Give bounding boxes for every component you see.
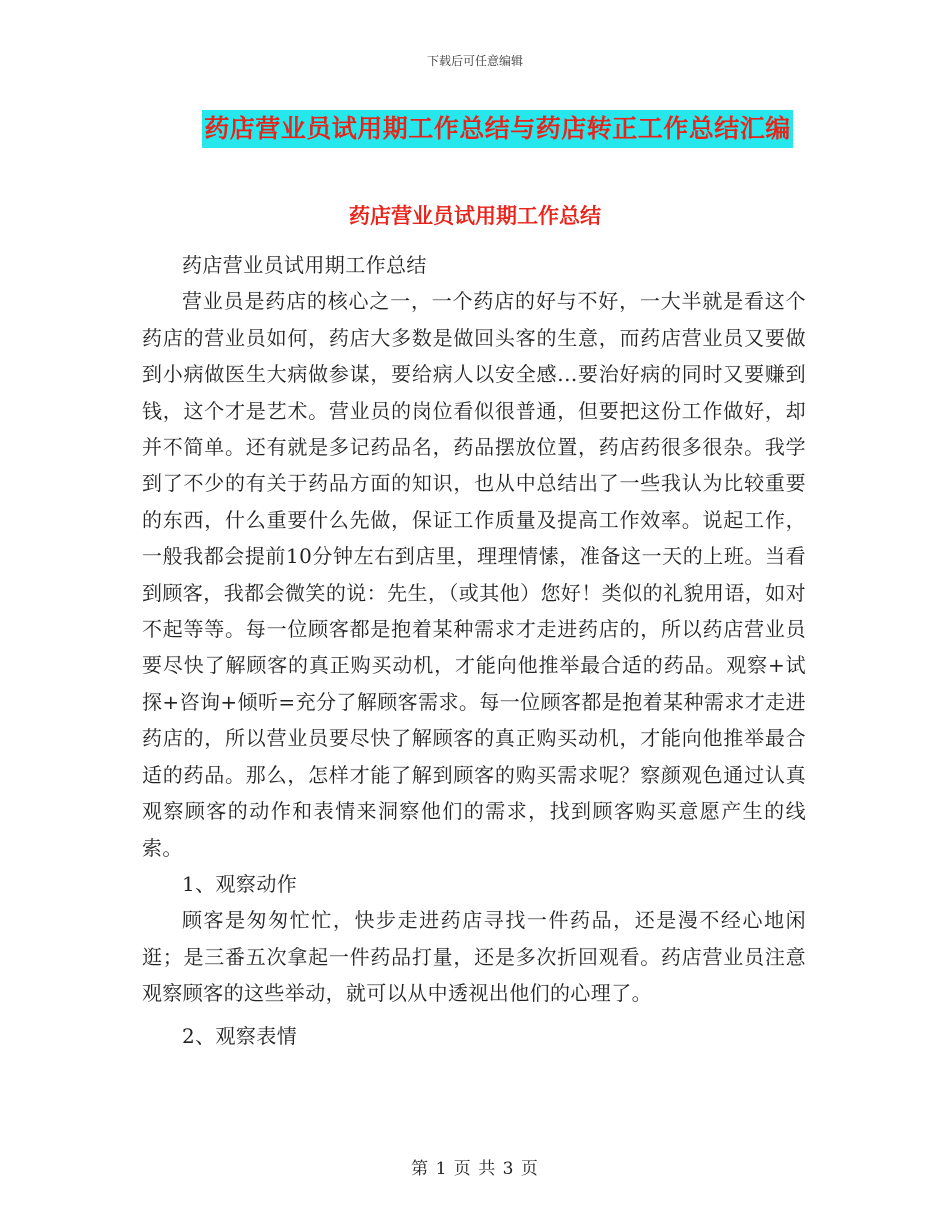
page-number-footer: 第 1 页 共 3 页	[411, 1159, 539, 1179]
paragraph-body-actions: 顾客是匆匆忙忙，快步走进药店寻找一件药品，还是漫不经心地闲逛；是三番五次拿起一件药品打量，还是多次折回观看。药店营业员注意观察顾客的这些举动，就可以从中透视出他们的心理了。	[142, 908, 806, 1006]
paragraph-heading-observe-actions: 1、观察动作	[182, 871, 298, 896]
paragraph-intro-title: 药店营业员试用期工作总结	[182, 253, 427, 277]
document-main-title: 药店营业员试用期工作总结与药店转正工作总结汇编	[202, 110, 793, 148]
paragraph-heading-observe-expressions: 2、观察表情	[182, 1023, 298, 1048]
paragraph-body: 营业员是药店的核心之一，一个药店的好与不好，一大半就是看这个药店的营业员如何，药店大多数是做回头客的生意，而药店营业员又要做到小病做医生大病做参谋，要给病人以安全感...要治好病的同时又要赚到钱，这个才是艺术。营业员的岗位看似很普通，但要把这份工作做好，却并不简单。还有就是多记药品名，药品摆放位置，药店药很多很杂。我学到了不少的有关于药品方面的知识，也从中总结出了一些我认为比较重要的东西，什么重要什么先做，保证工作质量及提高工作效率。说起工作，一般我都会提前10分钟左右到店里，理理情愫，准备这一天的上班。当看到顾客，我都会微笑的说：先生，（或其他）您好！类似的礼貌用语，如对不起等等。每一位顾客都是抱着某种需求才走进药店的，所以药店营业员要尽快了解顾客的真正购买动机，才能向他推举最合适的药品。观察+试探+咨询+倾听=充分了解顾客需求。每一位顾客都是抱着某种需求才走进药店的，所以营业员要尽快了解顾客的真正购买动机，才能向他推举最合适的药品。那么，怎样才能了解到顾客的购买需求呢？察颜观色通过认真观察顾客的动作和表情来洞察他们的需求，找到顾客购买意愿产生的线索。	[142, 289, 806, 860]
main-title-container	[0, 110, 950, 148]
document-body	[142, 247, 806, 1054]
page-header-note: 下载后可任意编辑	[426, 54, 523, 68]
section-title: 药店营业员试用期工作总结	[349, 203, 601, 228]
